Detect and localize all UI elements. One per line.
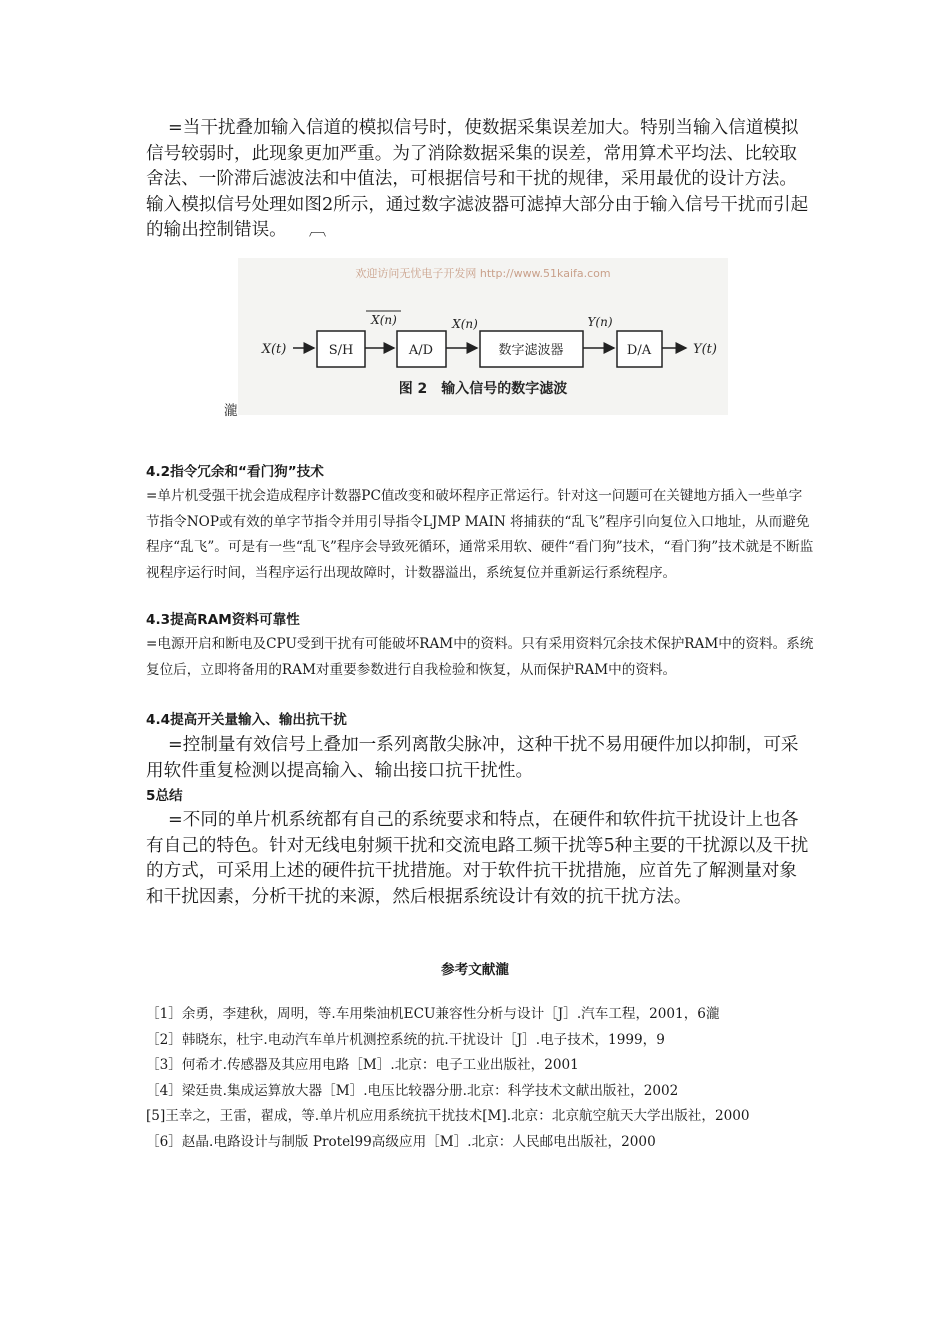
figure-side-mark: 瀧 xyxy=(224,403,238,419)
xn-bar-label: X(n) xyxy=(371,313,397,327)
reference-item: ［2］韩晓东，杜宇.电动汽车单片机测控系统的抗.干扰设计［J］.电子技术，1999，9 xyxy=(146,1031,665,1048)
reference-list xyxy=(146,1002,816,1155)
xn-label: X(n) xyxy=(452,317,478,331)
da-label: D/A xyxy=(626,343,652,358)
section-4-3-heading: 4.3提高RAM资料可靠性 xyxy=(146,612,300,628)
filter-label: 数字滤波器 xyxy=(498,343,564,358)
section-4-4-heading: 4.4提高开关量输入、输出抗干扰 xyxy=(146,712,347,728)
section-5-text: =不同的单片机系统都有自己的系统要求和特点，在硬件和软件抗干扰设计上也各有自己的特色。针对无线电射频干扰和交流电路工频干扰等5种主要的干扰源以及干扰的方式，可采用上述的硬件抗干扰措施。对于软件抗干扰措施，应首先了解测量对象和干扰因素，分析干扰的来源，然后根据系统设计有效的抗干扰方法。 xyxy=(146,810,809,907)
section-5-heading: 5总结 xyxy=(146,788,183,804)
reference-item: ［4］梁廷贵.集成运算放大器［M］.电压比较器分册.北京：科学技术文献出版社，2002 xyxy=(146,1082,679,1099)
figure-caption: 图 2 输入信号的数字滤波 xyxy=(398,381,568,397)
sh-label: S/H xyxy=(328,343,354,358)
figure-2-diagram xyxy=(238,258,728,415)
reference-item: [5]王幸之，王雷，翟成，等.单片机应用系统抗干扰技术[M].北京：北京航空航天大学出版社，2000 xyxy=(146,1108,750,1124)
intro-paragraph xyxy=(146,116,814,244)
section-4-2-heading: 4.2指令冗余和“看门狗”技术 xyxy=(146,464,324,480)
input-label: X(t) xyxy=(261,342,287,357)
block-diagram xyxy=(238,258,728,415)
section-4-2-text: =单片机受强干扰会造成程序计数器PC值改变和破坏程序正常运行。针对这一问题可在关键地方插入一些单字节指令NOP或有效的单字节指令并用引导指令LJMP MAIN 将捕获的“乱飞”程序引向复位入口地址，从而避免程序“乱飞”。可是有一些“乱飞”程序会导致死循环，通常采用软、硬件“看门狗”技术，“看门狗”技术就是不断监视程序运行时间，当程序运行出现故障时，计数器溢出，系统复位并重新运行系统程序。 xyxy=(146,488,814,581)
reference-item: ［1］余勇，李建秋，周明，等.车用柴油机ECU兼容性分析与设计［J］.汽车工程，2001，6瀧 xyxy=(146,1006,720,1022)
reference-item: ［3］何希才.传感器及其应用电路［M］.北京：电子工业出版社，2001 xyxy=(146,1057,579,1073)
references-title: 参考文献瀧 xyxy=(441,962,509,978)
section-4-3-text: =电源开启和断电及CPU受到干扰有可能破坏RAM中的资料。只有采用资料冗余技术保护RAM中的资料。系统复位后，立即将备用的RAM对重要参数进行自我检验和恢复，从而保护RAM中的资料。 xyxy=(146,636,814,678)
watermark: 欢迎访问无忧电子开发网 http://www.51kaifa.com xyxy=(355,267,611,280)
section-4-4-text: =控制量有效信号上叠加一系列离散尖脉冲，这种干扰不易用硬件加以抑制，可采用软件重复检测以提高输入、输出接口抗干扰性。 xyxy=(146,735,799,781)
reference-item: ［6］赵晶.电路设计与制版 Protel99高级应用［M］.北京：人民邮电出版社，2000 xyxy=(146,1133,656,1150)
end-mark: ︹ xyxy=(308,220,327,240)
yn-label: Y(n) xyxy=(587,315,613,329)
output-label: Y(t) xyxy=(693,342,717,357)
ad-label: A/D xyxy=(408,343,434,358)
intro-text: =当干扰叠加输入信道的模拟信号时，使数据采集误差加大。特别当输入信道模拟信号较弱时，此现象更加严重。为了消除数据采集的误差，常用算术平均法、比较取舍法、一阶滞后滤波法和中值法，可根据信号和干扰的规律，采用最优的设计方法。输入模拟信号处理如图2所示，通过数字滤波器可滤掉大部分由于输入信号干扰而引起的输出控制错误。 xyxy=(146,118,809,240)
